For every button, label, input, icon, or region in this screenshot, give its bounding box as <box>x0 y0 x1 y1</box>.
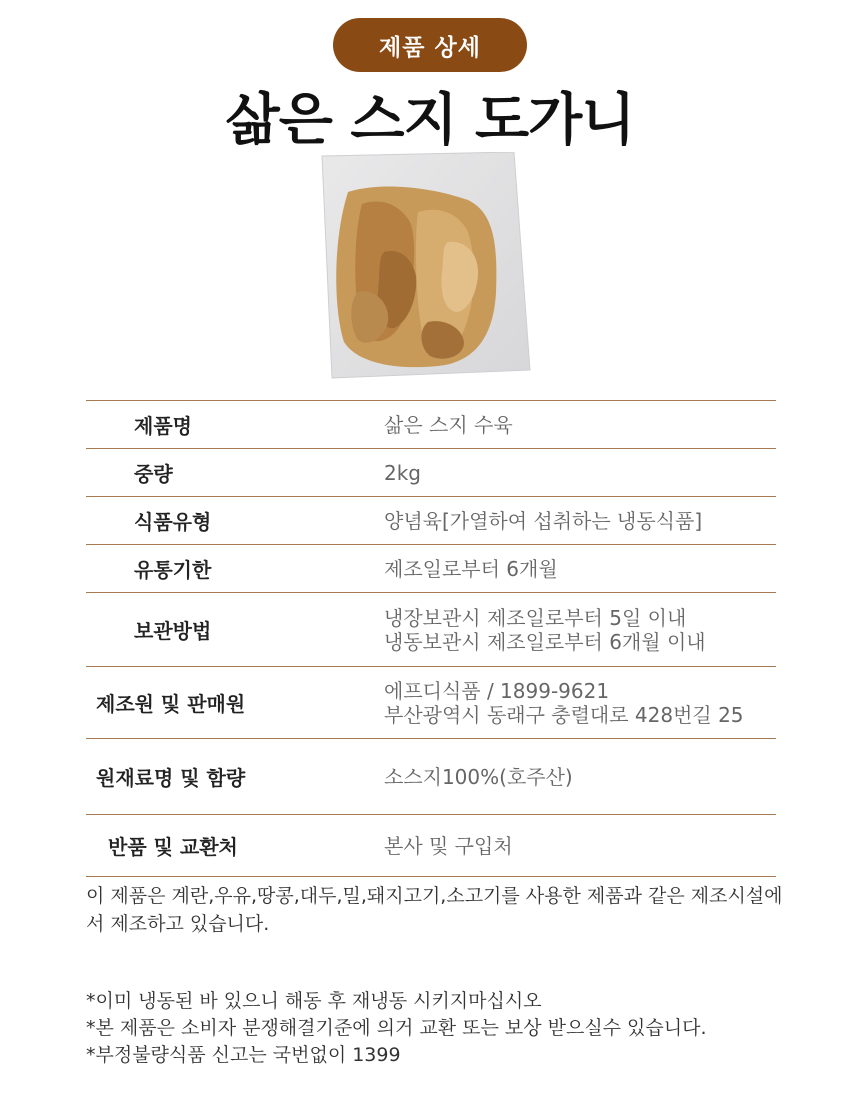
spec-value-line: 부산광역시 동래구 충렬대로 428번길 25 <box>384 702 744 727</box>
note-item: *부정불량식품 신고는 국번없이 1399 <box>86 1044 401 1066</box>
spec-value <box>384 545 776 593</box>
spec-value <box>384 815 776 877</box>
spec-value <box>384 593 776 667</box>
spec-row-food-type <box>86 497 776 545</box>
spec-row-storage <box>86 593 776 667</box>
spec-label: 식품유형 <box>86 497 384 545</box>
spec-value-line: 삶은 스지 수육 <box>384 412 513 437</box>
spec-value <box>384 449 776 497</box>
spec-value-line: 에프디식품 / 1899-9621 <box>384 678 610 703</box>
spec-value-line: 양념육[가열하여 섭취하는 냉동식품] <box>384 508 703 533</box>
spec-row-weight <box>86 449 776 497</box>
note-item: *본 제품은 소비자 분쟁해결기준에 의거 교환 또는 보상 받으실수 있습니다. <box>86 1017 707 1039</box>
spec-row-product-name <box>86 401 776 449</box>
spec-row-ingredients <box>86 739 776 815</box>
notes-list <box>86 988 806 1069</box>
product-detail-badge: 제품 상세 <box>333 18 527 72</box>
spec-value-line: 본사 및 구입처 <box>384 833 513 858</box>
product-photo <box>318 152 532 380</box>
spec-label: 반품 및 교환처 <box>86 815 384 877</box>
spec-value-line: 소스지100%(호주산) <box>384 764 573 789</box>
spec-value <box>384 497 776 545</box>
page-title: 삶은 스지 도가니 <box>225 88 635 153</box>
allergy-notice: 이 제품은 계란,우유,땅콩,대두,밀,돼지고기,소고기를 사용한 제품과 같은 제조시설에서 제조하고 있습니다. <box>86 885 783 935</box>
spec-label: 보관방법 <box>86 593 384 667</box>
spec-label: 제품명 <box>86 401 384 449</box>
note-item: *이미 냉동된 바 있으니 해동 후 재냉동 시키지마십시오 <box>86 990 542 1012</box>
product-spec-table <box>86 400 776 877</box>
spec-value-line: 제조일로부터 6개월 <box>384 556 558 581</box>
spec-label: 제조원 및 판매원 <box>86 667 384 739</box>
spec-label: 유통기한 <box>86 545 384 593</box>
spec-value-line: 2kg <box>384 460 422 485</box>
spec-row-expiry <box>86 545 776 593</box>
spec-row-manufacturer <box>86 667 776 739</box>
spec-value-line: 냉동보관시 제조일로부터 6개월 이내 <box>384 629 706 654</box>
spec-value <box>384 739 776 815</box>
spec-row-returns <box>86 815 776 877</box>
spec-value <box>384 667 776 739</box>
spec-label: 중량 <box>86 449 384 497</box>
spec-value-line: 냉장보관시 제조일로부터 5일 이내 <box>384 605 687 630</box>
spec-value <box>384 401 776 449</box>
spec-label: 원재료명 및 함량 <box>86 739 384 815</box>
